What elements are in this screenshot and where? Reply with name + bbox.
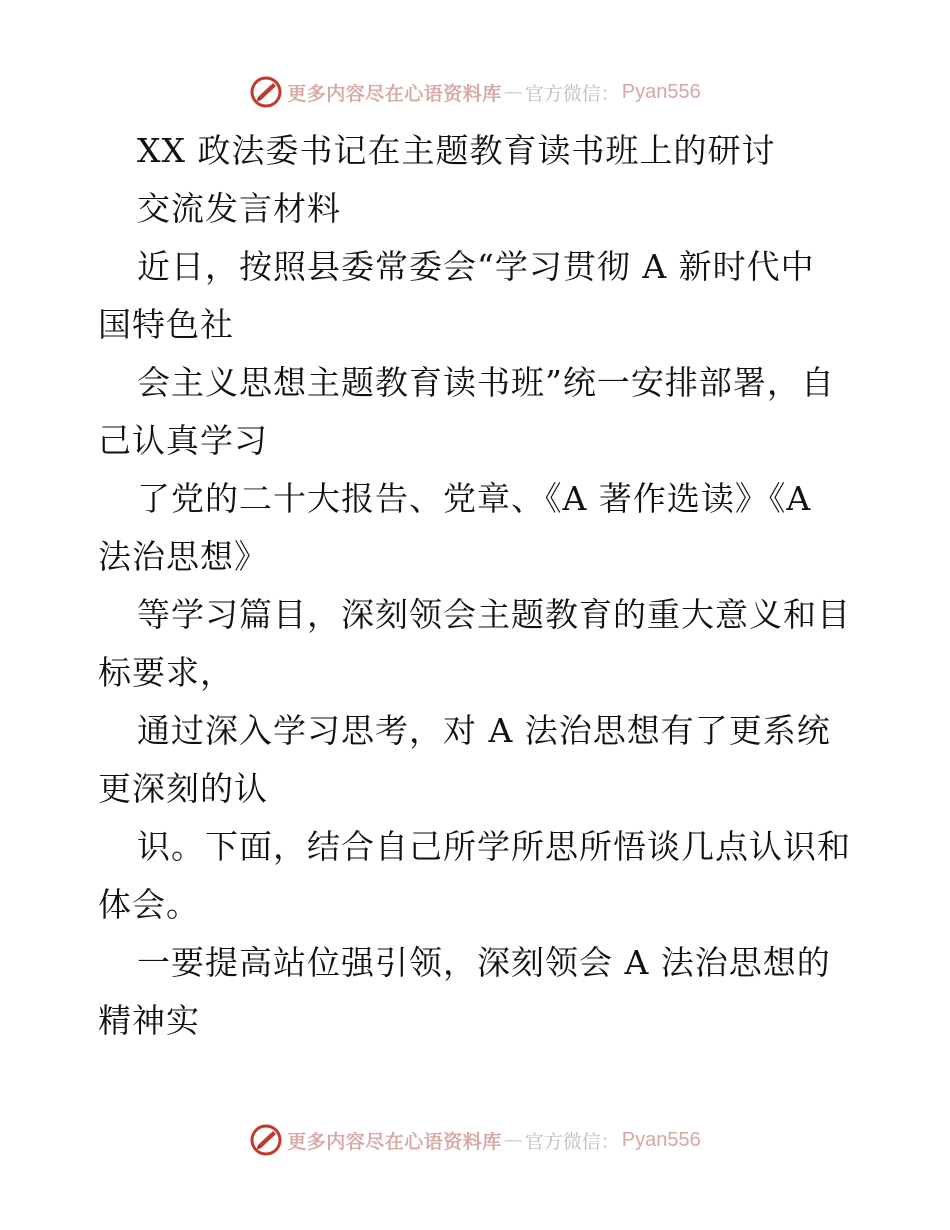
paragraph-line: 国特色社 xyxy=(98,305,234,344)
watermark-separator: — xyxy=(503,1129,523,1151)
paragraph-line: 了党的二十大报告、党章、《A 著作选读》《A xyxy=(137,479,812,518)
watermark-text: 更多内容尽在心语资料库 xyxy=(287,82,502,105)
paragraph-line: 通过深入学习思考，对 A 法治思想有了更系统 xyxy=(137,711,831,750)
document-body xyxy=(0,122,950,1050)
paragraph-line: 法治思想》 xyxy=(98,537,268,576)
watermark-separator: — xyxy=(503,81,523,103)
paragraph-line: 标要求， xyxy=(98,653,234,692)
book-pen-logo-icon xyxy=(249,75,283,109)
paragraph-line: 更深刻的认 xyxy=(98,769,268,808)
paragraph-line: 识。下面，结合自己所学所思所悟谈几点认识和 xyxy=(137,827,851,866)
title-line-1: XX 政法委书记在主题教育读书班上的研讨 xyxy=(137,131,776,170)
watermark-text: 更多内容尽在心语资料库 xyxy=(287,1130,502,1153)
section-heading-line: 一要提高站位强引领，深刻领会 A 法治思想的 xyxy=(137,943,831,982)
book-pen-logo-icon xyxy=(249,1123,283,1157)
watermark-wechat-id: Pyan556 xyxy=(621,1128,701,1151)
footer-watermark xyxy=(0,1120,950,1160)
header-watermark xyxy=(0,72,950,112)
watermark-wechat-id: Pyan556 xyxy=(621,80,701,103)
watermark-wechat-label: 官方微信： xyxy=(524,1130,620,1153)
paragraph-line: 会主义思想主题教育读书班”统一安排部署，自 xyxy=(137,363,835,402)
title-line-2: 交流发言材料 xyxy=(137,189,341,228)
paragraph-line: 己认真学习 xyxy=(98,421,268,460)
paragraph-line: 近日，按照县委常委会“学习贯彻 A 新时代中 xyxy=(137,247,815,286)
paragraph-line: 体会。 xyxy=(98,885,200,924)
section-heading-line: 精神实 xyxy=(98,1001,200,1040)
watermark-wechat-label: 官方微信： xyxy=(524,82,620,105)
paragraph-line: 等学习篇目，深刻领会主题教育的重大意义和目 xyxy=(137,595,851,634)
